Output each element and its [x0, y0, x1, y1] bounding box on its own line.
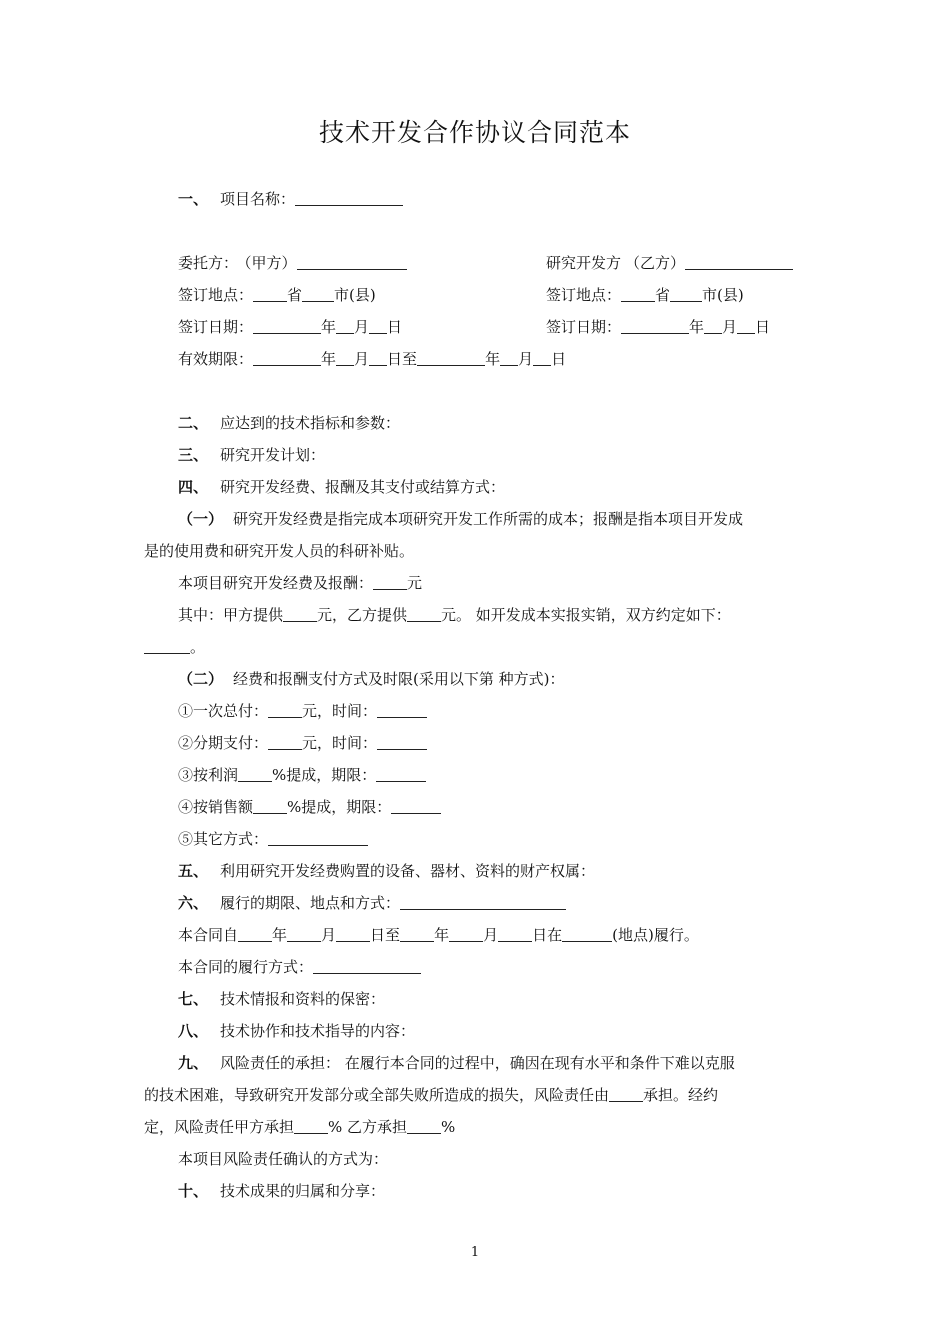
validity-label: 有效期限：: [178, 350, 254, 368]
payment-label: ①一次总付：: [178, 702, 269, 720]
section-text: 技术成果的归属和分享：: [220, 1182, 386, 1200]
method-blank[interactable]: [313, 959, 421, 974]
section-number: 三、: [178, 446, 209, 464]
section-4: [178, 477, 505, 497]
fee-blank[interactable]: [373, 575, 407, 590]
party-a-risk-blank[interactable]: [294, 1119, 328, 1134]
section-4-1-cont: [144, 541, 414, 561]
location-suffix: (地点)履行。: [612, 926, 699, 944]
section-text: 利用研究开发经费购置的设备、器材、资料的财产权属：: [220, 862, 596, 880]
party-b-blank[interactable]: [685, 255, 793, 270]
sign-place-label: 签订地点：: [178, 286, 254, 304]
year-label: 年: [321, 318, 337, 336]
party-b-risk-blank[interactable]: [407, 1119, 441, 1134]
fee-split-line: [178, 605, 731, 625]
project-name-line: [178, 189, 403, 209]
month-blank[interactable]: [336, 319, 354, 334]
section-text: 风险责任的承担： 在履行本合同的过程中，确因在现有水平和条件下难以克服: [220, 1054, 735, 1072]
payment-option-5: [178, 829, 368, 849]
year-label: 年: [434, 926, 450, 944]
month-blank[interactable]: [449, 927, 483, 942]
subsection-text: 经费和报酬支付方式及时限(采用以下第 种方式)：: [233, 670, 565, 688]
section-5: [178, 861, 595, 881]
year-label: 年: [689, 318, 705, 336]
month-label: 月: [354, 350, 370, 368]
day-blank[interactable]: [533, 351, 551, 366]
subsection-number: （二）: [178, 670, 224, 688]
section-number: 一、: [178, 190, 209, 208]
party-b-provide-label: 元，乙方提供: [317, 606, 408, 624]
section-4-2: [178, 669, 565, 689]
payment-label: ③按利润: [178, 766, 239, 784]
day-blank[interactable]: [369, 319, 387, 334]
party-b-amount-blank[interactable]: [407, 607, 441, 622]
time-blank[interactable]: [377, 735, 427, 750]
section-text: 承担。经约: [643, 1086, 719, 1104]
payment-option-1: [178, 701, 427, 721]
amount-blank[interactable]: [268, 735, 302, 750]
sign-date-label: 签订日期：: [178, 318, 254, 336]
section-text: 的技术困难，导致研究开发部分或全部失败所造成的损失，风险责任由: [144, 1086, 610, 1104]
province-label: 省: [655, 286, 671, 304]
period-label: %提成，期限：: [287, 798, 392, 816]
day-blank[interactable]: [336, 927, 370, 942]
section-10: [178, 1181, 385, 1201]
section-number: 六、: [178, 894, 209, 912]
section-number: 五、: [178, 862, 209, 880]
party-a-amount-blank[interactable]: [283, 607, 317, 622]
section-number: 十、: [178, 1182, 209, 1200]
day-blank[interactable]: [498, 927, 532, 942]
section-number: 八、: [178, 1022, 209, 1040]
city-label: 市(县): [702, 286, 744, 304]
section-text: 履行的期限、地点和方式：: [220, 894, 401, 912]
year-blank[interactable]: [253, 319, 321, 334]
month-blank[interactable]: [500, 351, 518, 366]
month-blank[interactable]: [287, 927, 321, 942]
city-blank[interactable]: [670, 287, 702, 302]
sign-date-label: 签订日期：: [546, 318, 622, 336]
other-method-blank[interactable]: [268, 831, 368, 846]
party-a-blank[interactable]: [297, 255, 407, 270]
payment-option-2: [178, 733, 427, 753]
party-b-risk-label: % 乙方承担: [328, 1118, 408, 1136]
month-label: 月: [483, 926, 499, 944]
project-name-label: 项目名称：: [220, 190, 296, 208]
party-b-role: （乙方）: [625, 254, 686, 272]
section-text: 研究开发经费、报酬及其支付或结算方式：: [220, 478, 506, 496]
page-number: 1: [470, 1245, 480, 1260]
year-label: 年: [272, 926, 288, 944]
project-name-blank[interactable]: [295, 191, 403, 206]
section-6: [178, 893, 566, 913]
day-to-label: 日至: [387, 350, 418, 368]
period-label: %提成，期限：: [272, 766, 377, 784]
section-8: [178, 1021, 415, 1041]
section-text: 应达到的技术指标和参数：: [220, 414, 401, 432]
time-label: 元，时间：: [302, 702, 378, 720]
fee-unit: 元: [407, 574, 423, 592]
month-blank[interactable]: [704, 319, 722, 334]
section-text: 研究开发计划：: [220, 446, 326, 464]
period-blank[interactable]: [391, 799, 441, 814]
performance-blank[interactable]: [400, 895, 566, 910]
province-blank[interactable]: [621, 287, 655, 302]
year-blank[interactable]: [238, 927, 272, 942]
party-b-place-line: [546, 285, 744, 305]
payment-option-4: [178, 797, 441, 817]
section-2: [178, 413, 400, 433]
day-blank[interactable]: [369, 351, 387, 366]
party-a-risk-label: 定，风险责任甲方承担: [144, 1118, 295, 1136]
section-text: 技术情报和资料的保密：: [220, 990, 386, 1008]
risk-confirm-line: [178, 1149, 388, 1169]
performance-period-line: [178, 925, 699, 945]
section-number: 二、: [178, 414, 209, 432]
section-9-cont-2: [144, 1117, 455, 1137]
risk-confirm-text: 本项目风险责任确认的方式为：: [178, 1150, 389, 1168]
year-label: 年: [321, 350, 337, 368]
period-from-label: 本合同自: [178, 926, 239, 944]
period-blank[interactable]: [376, 767, 426, 782]
month-blank[interactable]: [336, 351, 354, 366]
percent-mark: %: [441, 1118, 456, 1136]
payment-option-3: [178, 765, 426, 785]
subsection-text: 研究开发经费是指完成本项研究开发工作所需的成本；报酬是指本项目开发成: [233, 510, 744, 528]
year-blank[interactable]: [417, 351, 485, 366]
province-blank[interactable]: [253, 287, 287, 302]
section-3: [178, 445, 325, 465]
month-label: 月: [321, 926, 337, 944]
day-to-label: 日至: [370, 926, 401, 944]
day-blank[interactable]: [737, 319, 755, 334]
time-blank[interactable]: [377, 703, 427, 718]
city-blank[interactable]: [302, 287, 334, 302]
day-at-label: 日在: [532, 926, 563, 944]
section-number: 四、: [178, 478, 209, 496]
section-number: 九、: [178, 1054, 209, 1072]
day-label: 日: [551, 350, 567, 368]
section-4-1: [178, 509, 743, 529]
party-b-date-line: [546, 317, 770, 337]
sign-place-label: 签订地点：: [546, 286, 622, 304]
party-b-label: 研究开发方: [546, 254, 622, 272]
party-a-date-line: [178, 317, 402, 337]
day-label: 日: [387, 318, 403, 336]
section-number: 七、: [178, 990, 209, 1008]
method-label: 本合同的履行方式：: [178, 958, 314, 976]
year-blank[interactable]: [621, 319, 689, 334]
location-blank[interactable]: [562, 927, 612, 942]
year-label: 年: [485, 350, 501, 368]
payment-label: ④按销售额: [178, 798, 254, 816]
time-label: 元，时间：: [302, 734, 378, 752]
year-blank[interactable]: [253, 351, 321, 366]
month-label: 月: [518, 350, 534, 368]
party-a-place-line: [178, 285, 376, 305]
agreement-blank[interactable]: [144, 639, 190, 654]
validity-line: [178, 349, 566, 369]
fee-line: [178, 573, 422, 593]
section-9-cont-1: [144, 1085, 718, 1105]
subsection-text: 是的使用费和研究开发人员的科研补贴。: [144, 542, 415, 560]
percent-blank[interactable]: [238, 767, 272, 782]
month-label: 月: [722, 318, 738, 336]
city-label: 市(县): [334, 286, 376, 304]
party-a-provide-label: 其中：甲方提供: [178, 606, 284, 624]
section-7: [178, 989, 385, 1009]
fee-label: 本项目研究开发经费及报酬：: [178, 574, 374, 592]
reimburse-text: 元。 如开发成本实报实销，双方约定如下：: [441, 606, 731, 624]
payment-label: ⑤其它方式：: [178, 830, 269, 848]
fee-split-cont: [144, 637, 205, 657]
year-blank[interactable]: [400, 927, 434, 942]
performance-method-line: [178, 957, 421, 977]
day-label: 日: [755, 318, 771, 336]
party-a-label: 委托方：: [178, 254, 239, 272]
party-a-role: （甲方）: [244, 254, 297, 272]
section-9: [178, 1053, 735, 1073]
risk-bearer-blank[interactable]: [609, 1087, 643, 1102]
party-a-line: [178, 253, 407, 273]
subsection-number: （一）: [178, 510, 224, 528]
party-b-line: [546, 253, 793, 273]
province-label: 省: [287, 286, 303, 304]
month-label: 月: [354, 318, 370, 336]
percent-blank[interactable]: [253, 799, 287, 814]
document-title: 技术开发合作协议合同范本: [318, 118, 631, 147]
period-mark: 。: [190, 638, 206, 656]
section-text: 技术协作和技术指导的内容：: [220, 1022, 416, 1040]
amount-blank[interactable]: [268, 703, 302, 718]
payment-label: ②分期支付：: [178, 734, 269, 752]
